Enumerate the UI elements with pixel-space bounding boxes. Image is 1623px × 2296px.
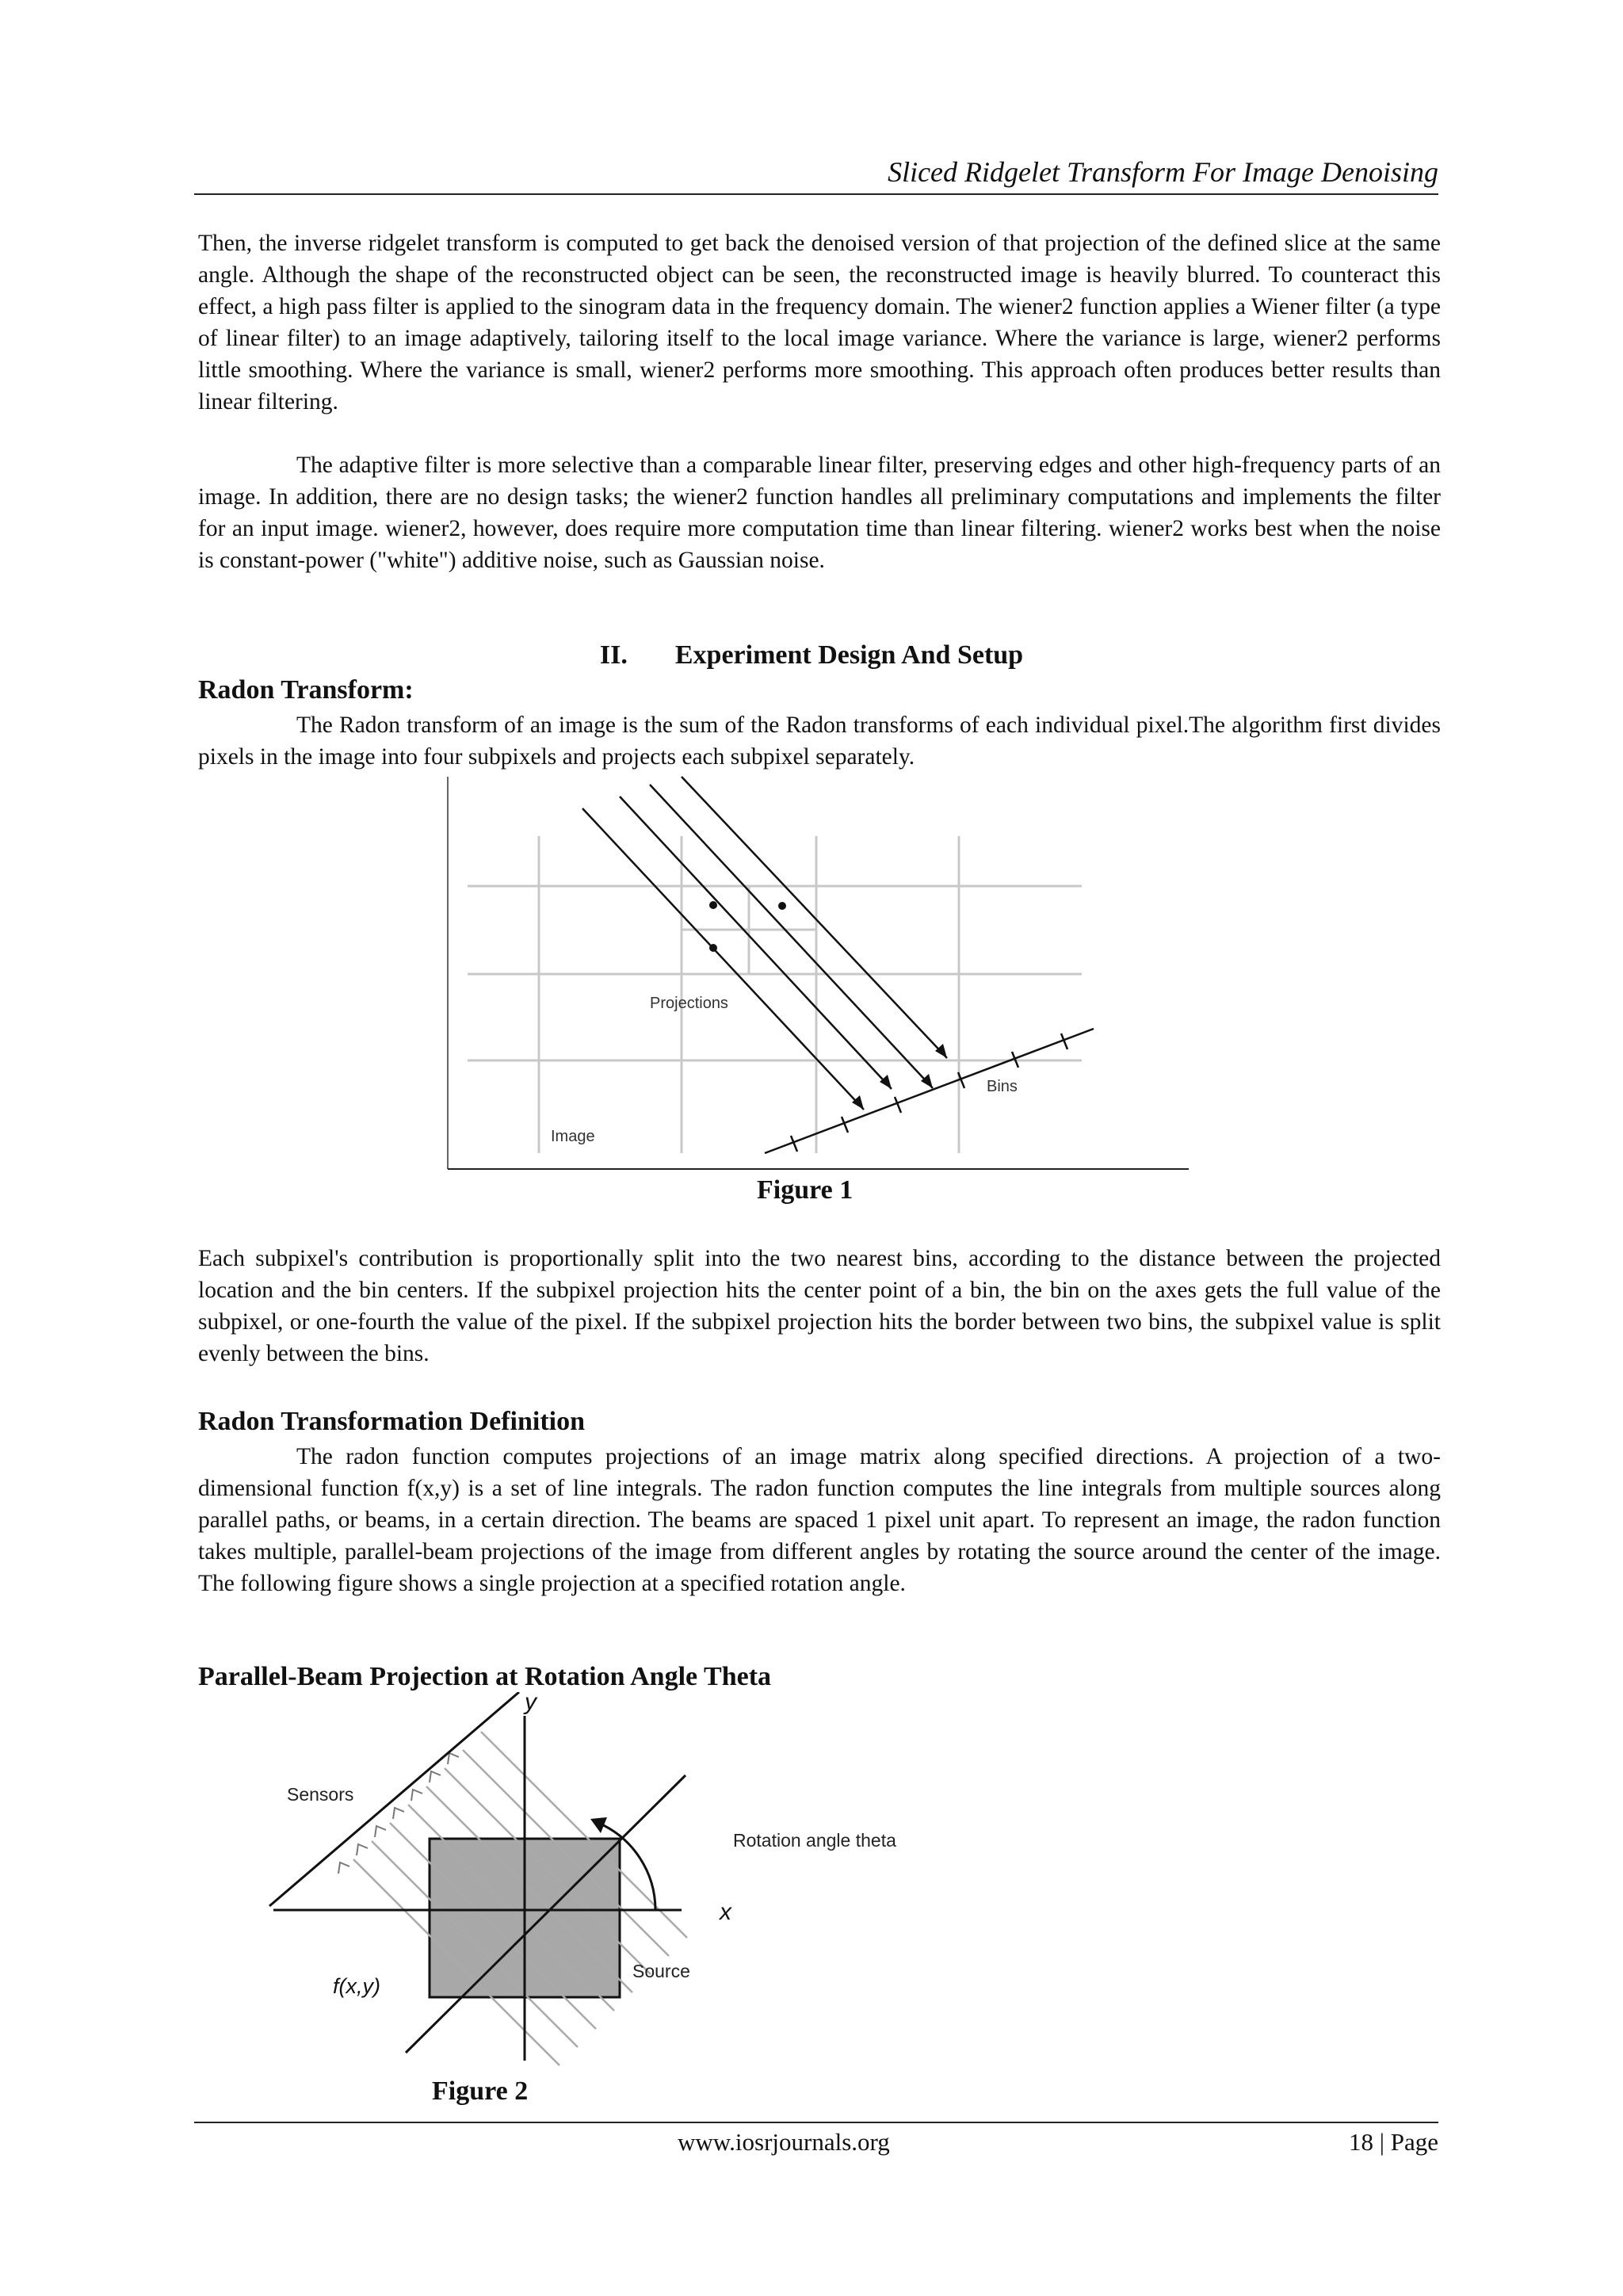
figure-1-diagram [440, 773, 1201, 1173]
figure-1-label-bins: Bins [987, 1078, 1018, 1095]
figure-2-label-fxy: f(x,y) [333, 1974, 380, 1998]
figure-2-label-x: x [720, 1899, 731, 1925]
footer-rule [194, 2122, 1438, 2123]
section-number: II. [599, 640, 628, 670]
figure-1-label-image: Image [551, 1128, 595, 1145]
paragraph-subpixel-contribution: Each subpixel's contribution is proportionally split into the two nearest bins, according to the distance between the projected location and the bin centers. If the subpixel projection hits the center point of a bin, the bin on the axes gets the full value of the subpixel, or one-fourth the value of the pixel. If the subpixel projection hits the border between two bins, the subpixel value is split evenly between the bins. [198, 1246, 1441, 1366]
paragraph-inverse-ridgelet: Then, the inverse ridgelet transform is computed to get back the denoised version of that projection of the defined slice at the same angle. Although the shape of the reconstructed object can be seen, the reconstructed image is heavily blurred. To counteract this effect, a high pass filter is applied to the sinogram data in the frequency domain. The wiener2 function applies a Wiener filter (a type of linear filter) to an image adaptively, tailoring itself to the local image variance. Where the variance is large, wiener2 performs little smoothing. Where the variance is small, wiener2 performs more smoothing. This approach often produces better results than linear filtering. [198, 231, 1441, 415]
figure-2-label-y: y [525, 1692, 537, 1715]
paragraph-radon-definition: The radon function computes projections of an image matrix along specified directions. A projection of a two-dimensional function f(x,y) is a set of line integrals. The radon function computes the line integrals from multiple sources along parallel paths, or beams, in a certain direction. The beams are spaced 1 pixel unit apart. To represent an image, the radon function takes multiple, parallel-beam projections of the image from different angles by rotating the source around the center of the image. The following figure shows a single projection at a specified rotation angle. [198, 1444, 1441, 1596]
figure-1-caption: Figure 1 [757, 1175, 854, 1205]
figure-2-label-rotation: Rotation angle theta [733, 1830, 896, 1851]
running-header: Sliced Ridgelet Transform For Image Denoising [888, 156, 1438, 188]
footer-url: www.iosrjournals.org [678, 2128, 890, 2156]
figure-2-label-sensors: Sensors [287, 1784, 354, 1805]
figure-2-label-source: Source [632, 1961, 690, 1981]
paragraph-radon-transform: The Radon transform of an image is the sum of the Radon transforms of each individual pixel.The algorithm first divides pixels in the image into four subpixels and projects each subpixel separately. [198, 712, 1441, 770]
figure-2-caption: Figure 2 [432, 2076, 529, 2106]
subheading-parallel-beam: Parallel-Beam Projection at Rotation Angle Theta [198, 1662, 772, 1691]
subheading-radon-transform: Radon Transform: [198, 675, 414, 705]
footer-page-number: 18 | Page [1349, 2128, 1438, 2156]
section-heading [0, 640, 1623, 670]
header-rule [194, 193, 1438, 195]
paragraph-adaptive-filter: The adaptive filter is more selective than a comparable linear filter, preserving edges and other high-frequency parts of an image. In addition, there are no design tasks; the wiener2 function handles all preliminary computations and implements the filter for an input image. wiener2, however, does require more computation time than linear filtering. wiener2 works best when the noise is constant-power ("white") additive noise, such as Gaussian noise. [198, 453, 1441, 573]
section-title-text: Experiment Design And Setup [674, 640, 1024, 670]
figure-1-label-projections: Projections [650, 995, 728, 1012]
subheading-radon-definition: Radon Transformation Definition [198, 1407, 586, 1436]
figure-2-diagram [254, 1692, 951, 2088]
